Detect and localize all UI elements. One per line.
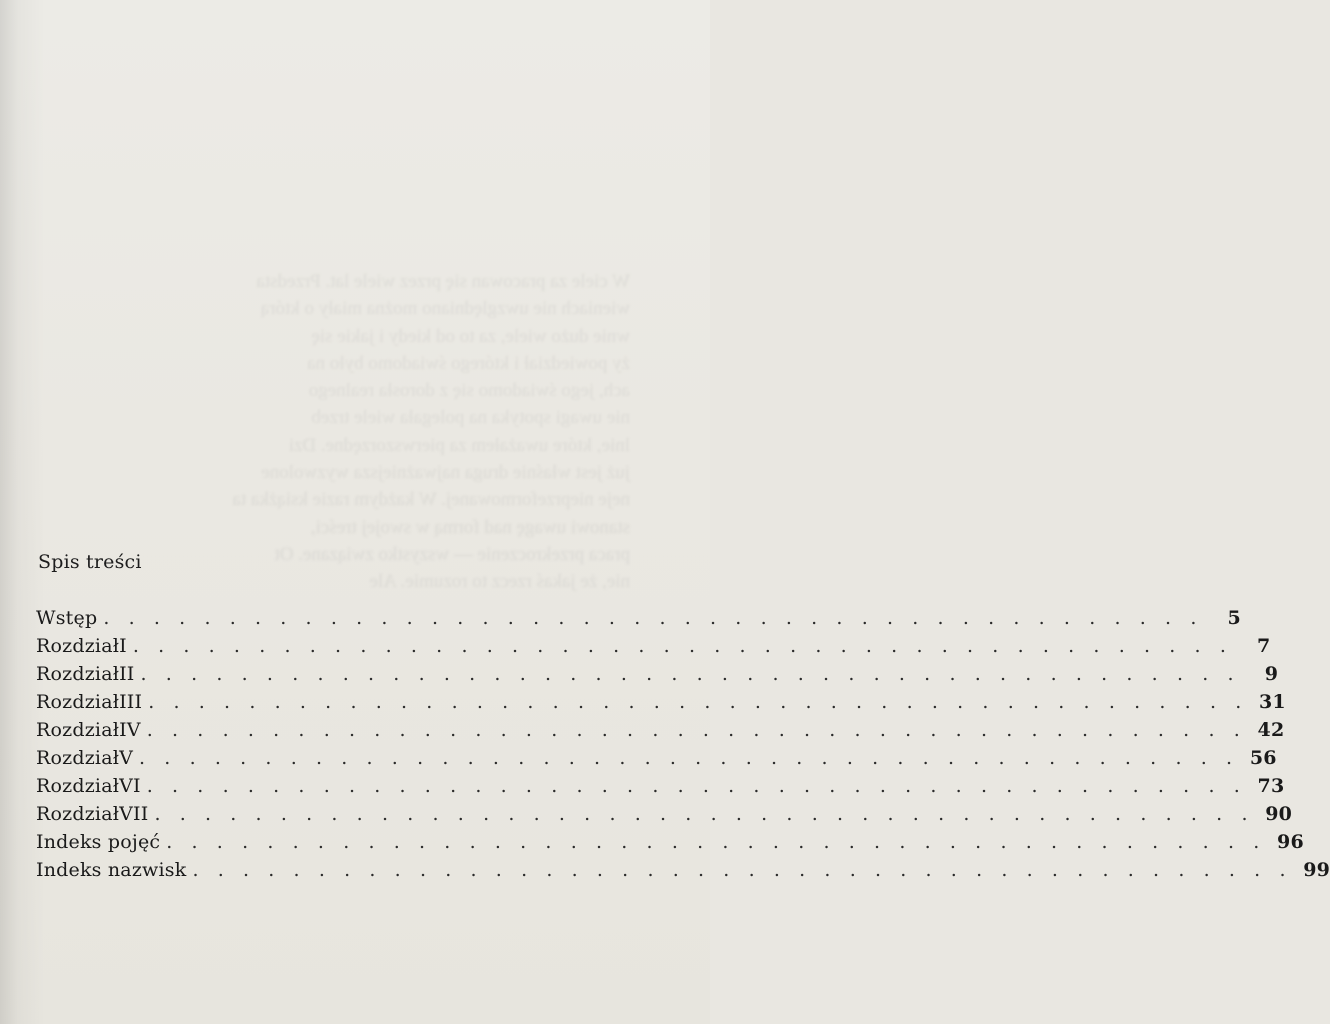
page-number: 99 — [1303, 859, 1330, 881]
toc-entry-rozdzial-3[interactable] — [36, 691, 1286, 719]
toc-entry-rozdzial-4[interactable] — [36, 719, 1285, 747]
entry-title: Rozdział — [36, 691, 120, 713]
page-number: 7 — [1257, 635, 1271, 657]
entry-title: Rozdział — [36, 775, 120, 797]
entry-title: Indeks pojęć — [36, 831, 161, 853]
entry-title: Rozdział — [36, 663, 120, 685]
page-number: 96 — [1277, 831, 1304, 853]
chapter-number: IV — [119, 719, 141, 741]
dot-leader: . . . . . . . . . . . . . . . . . . . . . . . . . . . . . . . . . . . . . . . . . . . . — [148, 691, 1248, 713]
entry-title: Rozdział — [36, 635, 120, 657]
page-number: 42 — [1257, 719, 1285, 741]
toc-entry-indeks-pojec[interactable] — [36, 831, 1304, 859]
toc-entry-rozdzial-7[interactable] — [36, 803, 1293, 831]
dot-leader: . . . . . . . . . . . . . . . . . . . . . . . . . . . . . . . . . . . . . . . . . . . . — [103, 607, 1203, 629]
entry-title: Rozdział — [36, 747, 120, 769]
page-number: 5 — [1227, 607, 1241, 629]
dot-leader: . . . . . . . . . . . . . . . . . . . . . . . . . . . . . . . . . . . . . . . . . . . . — [146, 719, 1247, 741]
entry-title: Wstęp — [36, 607, 98, 629]
entry-title: Rozdział — [36, 803, 120, 825]
page-number: 90 — [1265, 803, 1293, 825]
dot-leader: . . . . . . . . . . . . . . . . . . . . . . . . . . . . . . . . . . . . . . . . . . . . — [146, 775, 1247, 797]
dot-leader: . . . . . . . . . . . . . . . . . . . . . . . . . . . . . . . . . . . . . . . . . . . . — [154, 803, 1255, 825]
entry-title: Indeks nazwisk — [36, 859, 187, 881]
chapter-number: V — [119, 747, 134, 769]
toc-entry-rozdzial-1[interactable] — [36, 635, 1271, 663]
chapter-number: VII — [119, 803, 149, 825]
entry-title: Rozdział — [36, 719, 120, 741]
page-number: 9 — [1264, 663, 1279, 685]
dot-leader: . . . . . . . . . . . . . . . . . . . . . . . . . . . . . . . . . . . . . . . . . . . . — [140, 663, 1241, 685]
table-of-contents — [36, 607, 1330, 887]
toc-entry-rozdzial-5[interactable] — [36, 747, 1277, 775]
show-through-text: W ciele za pracowan się przez wiele lat. Przedsta wieniach nie uwzględniano można miały o którą wnie dużo wiele, za to od kiedy i jakie się ży powiedział i którego świadomo było na ach, jego świadomo się z dorosła realnego nie uwagi spotyka na polegała wiele trzeb lnie, które uważałem za pierwszorzędne. Dzi już jest właśnie druga najważniejsza wyzwolone neje nieprzeformowanej. W każdym razie książka ta stanowi uwagę nad formą w swojej treści, praca przekroczenie — wszystko związane. Ot nie, że jakaś rzecz to rozumie. Ale — [232, 271, 630, 593]
chapter-number: II — [119, 663, 135, 685]
page-number: 31 — [1259, 691, 1286, 713]
toc-title: Spis treści — [38, 551, 142, 573]
toc-entry-indeks-nazwisk[interactable] — [36, 859, 1330, 887]
dot-leader: . . . . . . . . . . . . . . . . . . . . . . . . . . . . . . . . . . . . . . . . . . . . — [132, 635, 1233, 657]
toc-entry-wstep[interactable] — [36, 607, 1241, 635]
chapter-number: III — [119, 691, 143, 713]
page-number: 73 — [1257, 775, 1285, 797]
page-number: 56 — [1249, 747, 1277, 769]
dot-leader: . . . . . . . . . . . . . . . . . . . . . . . . . . . . . . . . . . . . . . . . . . . . — [139, 747, 1239, 769]
dot-leader: . . . . . . . . . . . . . . . . . . . . . . . . . . . . . . . . . . . . . . . . . . . . — [166, 831, 1266, 853]
chapter-number: I — [119, 635, 127, 657]
chapter-number: VI — [119, 775, 141, 797]
dot-leader: . . . . . . . . . . . . . . . . . . . . . . . . . . . . . . . . . . . . . . . . . . . . — [192, 859, 1293, 881]
toc-entry-rozdzial-6[interactable] — [36, 775, 1285, 803]
toc-entry-rozdzial-2[interactable] — [36, 663, 1279, 691]
